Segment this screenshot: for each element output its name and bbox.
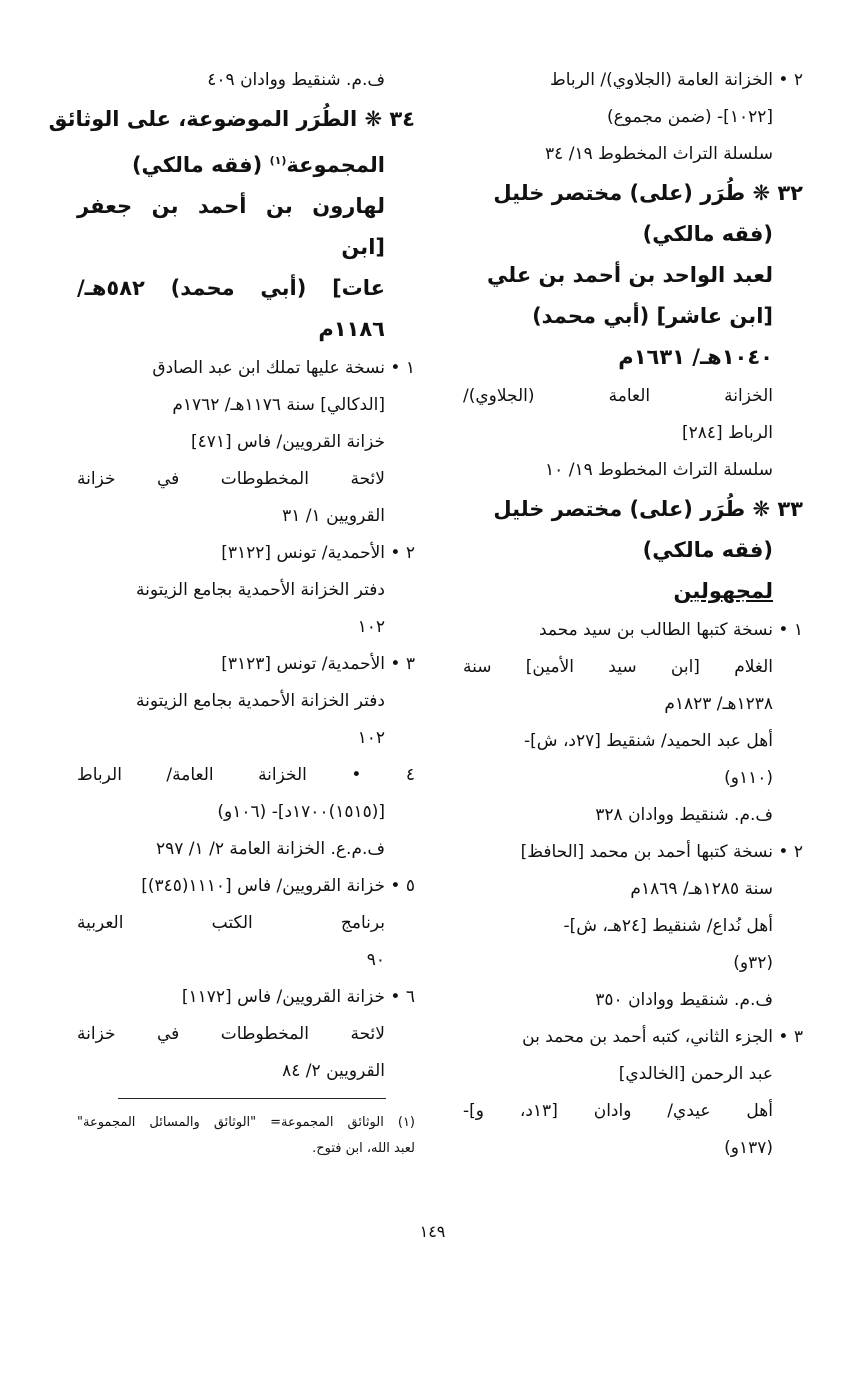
line-text: ١١٨٦م [318,317,385,341]
line-text: الخزانة العامة (الجلاوي)/ [463,386,773,406]
line-text: ٩٠ [366,950,385,970]
line-text: ٣ • الأحمدية/ تونس [٣١٢٣] [221,654,415,674]
line-text: لائحة المخطوطات في خزانة [77,469,385,489]
line-text: ف.م. شنقيط ووادان ٤٠٩ [207,70,385,90]
entry-text-line [77,905,415,942]
line-text: [(١٥١٥)١٧٠٠د]- (١٠٦و) [217,802,385,822]
line-text: المجموعة [286,153,385,177]
entry-text-line [77,683,415,720]
footnote-divider [118,1098,386,1099]
line-text: دفتر الخزانة الأحمدية بجامع الزيتونة [136,691,385,711]
entry-heading-line [463,296,803,337]
entry-text-line [77,868,415,905]
line-text: (٣٢و) [733,953,773,973]
line-text: [الدكالي] سنة ١١٧٦هـ/ ١٧٦٢م [172,395,385,415]
line-text: سلسلة التراث المخطوط ١٩/ ٣٤ [545,144,773,164]
line-text: لمجهولين [673,579,773,603]
line-text: دفتر الخزانة الأحمدية بجامع الزيتونة [136,580,385,600]
line-text: برنامج الكتب العربية [77,913,385,933]
entry-heading-line [463,571,803,612]
entry-text-line [463,136,803,173]
line-text: ٣٢ ❋ طُرَر (على) مختصر خليل [493,181,803,205]
entry-heading-line [463,173,803,214]
entry-text-line [463,1093,803,1130]
line-text: ٢ • الخزانة العامة (الجلاوي)/ الرباط [550,70,803,90]
entry-text-line [463,649,803,686]
line-text: (فقه مالكي) [642,538,773,562]
line-text: عات] (أبي محمد) ٥٨٢هـ/ [77,276,385,300]
line-text: ف.م. شنقيط ووادان ٣٢٨ [595,805,773,825]
line-text: لائحة المخطوطات في خزانة [77,1024,385,1044]
entry-text-line [77,942,415,979]
line-text: ٥ • خزانة القرويين/ فاس [١١١٠(٣٤٥)] [141,876,415,896]
line-text: ٢ • نسخة كتبها أحمد بن محمد [الحافظ] [520,842,803,862]
entry-text-line [77,794,415,831]
entry-text-line [77,979,415,1016]
entry-text-line [463,834,803,871]
entry-text-line [463,612,803,649]
line-text: ٢ • الأحمدية/ تونس [٣١٢٢] [221,543,415,563]
line-text: لعبد الواحد بن أحمد بن علي [487,263,773,287]
entry-heading-line [463,214,803,255]
entry-text-line [77,498,415,535]
line-text: سلسلة التراث المخطوط ١٩/ ١٠ [545,460,773,480]
footnote [77,1110,415,1162]
line-text: ١ • نسخة كتبها الطالب بن سيد محمد [538,620,803,640]
line-text: ف.م.ع. الخزانة العامة ٢/ ١/ ٢٩٧ [155,839,385,859]
entry-text-line [463,686,803,723]
entry-text-line [463,99,803,136]
entry-text-line [77,535,415,572]
entry-heading-line [48,99,415,140]
footnote-marker[interactable]: (١) [269,154,287,167]
entry-text-line [463,1130,803,1167]
line-text: الغلام [ابن سيد الأمين] سنة [463,657,773,677]
line-text: (١٣٧و) [724,1138,773,1158]
entry-heading-line [77,140,415,186]
entry-text-line [77,461,415,498]
entry-text-line [463,871,803,908]
entry-text-line [77,572,415,609]
line-text: خزانة القرويين/ فاس [٤٧١] [190,432,385,452]
entry-text-line [77,831,415,868]
line-text: [ابن عاشر] (أبي محمد) [532,304,773,328]
entry-heading-line [463,530,803,571]
line-text: عبد الرحمن [الخالدي] [618,1064,773,1084]
entry-text-line [463,908,803,945]
line-text: ١٢٣٨هـ/ ١٨٢٣م [664,694,773,714]
entry-heading-line [463,255,803,296]
entry-text-line [77,1053,415,1090]
entry-text-line [77,757,415,794]
right-column [463,62,803,1167]
entry-heading-line [463,337,803,378]
line-text: سنة ١٢٨٥هـ/ ١٨٦٩م [630,879,773,899]
line-text: القرويين ٢/ ٨٤ [282,1061,385,1081]
entry-text-line [77,350,415,387]
entry-text-line [463,982,803,1019]
entry-text-line [463,62,803,99]
entry-text-line [77,720,415,757]
entry-text-line [463,1056,803,1093]
line-tail: (فقه مالكي) [131,153,270,177]
entry-text-line [77,1016,415,1053]
line-text: ١٠٢ [357,617,385,637]
entry-heading-line [77,309,415,350]
line-text: ١٠٤٠هـ/ ١٦٣١م [618,345,773,369]
line-text: أهل عيدي/ وادان [١٣د، و]- [463,1101,773,1121]
line-text: (١١٠و) [724,768,773,788]
line-text: ٣٤ ❋ الطُرَر الموضوعة، على الوثائق [48,107,415,131]
entry-text-line [463,760,803,797]
line-text: أهل نُداع/ شنقيط [٢٤هـ، ش]- [563,916,773,936]
entry-text-line [77,62,415,99]
line-text: ٦ • خزانة القرويين/ فاس [١١٧٢] [181,987,415,1007]
entry-heading-line [463,489,803,530]
line-text: ٣٣ ❋ طُرَر (على) مختصر خليل [493,497,803,521]
line-text: ١٠٢ [357,728,385,748]
entry-text-line [77,424,415,461]
line-text: الرباط [٢٨٤] [682,423,773,443]
line-text: القرويين ١/ ٣١ [282,506,385,526]
entry-text-line [463,378,803,415]
line-text: ٣ • الجزء الثاني، كتبه أحمد بن محمد بن [522,1027,803,1047]
entry-heading-line [77,186,415,268]
entry-text-line [77,609,415,646]
line-text: ف.م. شنقيط ووادان ٣٥٠ [595,990,773,1010]
footnote-line: لعبد الله، ابن فتوح. [312,1141,415,1156]
page-number: ١٤٩ [419,1222,446,1241]
line-text: (فقه مالكي) [642,222,773,246]
line-text: لهارون بن أحمد بن جعفر [ابن [77,194,385,259]
line-text: [١٠٢٢]- (ضمن مجموع) [606,107,773,127]
entry-text-line [77,387,415,424]
line-text: ١ • نسخة عليها تملك ابن عبد الصادق [152,358,415,378]
footnote-line: (١) الوثائق المجموعة= "الوثائق والمسائل المجموعة" [77,1115,415,1130]
entry-heading-line [77,268,415,309]
line-text: ٤ • الخزانة العامة/ الرباط [77,765,415,785]
entry-text-line [463,1019,803,1056]
entry-text-line [463,452,803,489]
entry-text-line [463,415,803,452]
line-text: أهل عبد الحميد/ شنقيط [٢٧د، ش]- [524,731,773,751]
entry-text-line [463,723,803,760]
entry-text-line [77,646,415,683]
entry-text-line [463,945,803,982]
left-column [48,62,415,1090]
entry-text-line [463,797,803,834]
